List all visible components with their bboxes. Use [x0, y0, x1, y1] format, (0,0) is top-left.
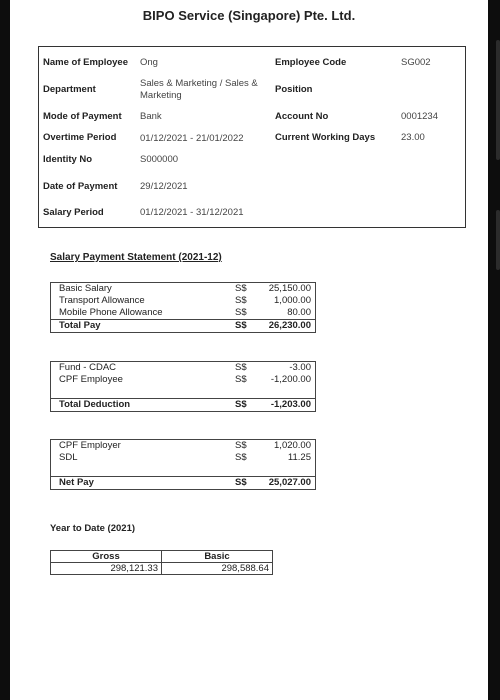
salary-period-value: 01/12/2021 - 31/12/2021 — [140, 207, 244, 218]
payment-mode-value: Bank — [140, 111, 162, 122]
deduction-row — [51, 374, 315, 386]
line-item-name: CPF Employer — [59, 440, 121, 451]
net-pay-amount: 25,027.00 — [268, 477, 311, 488]
ytd-value-row — [51, 563, 273, 575]
net-pay-box — [50, 439, 316, 490]
line-item-amount: 25,150.00 — [268, 283, 311, 294]
total-deduction-row — [51, 398, 315, 411]
total-deduction-label: Total Deduction — [59, 399, 131, 410]
statement-title: Salary Payment Statement (2021-12) — [50, 252, 222, 263]
net-pay-label: Net Pay — [59, 477, 94, 488]
spacer-row — [51, 386, 315, 398]
ytd-gross-value: 298,121.33 — [51, 563, 162, 575]
total-deduction-currency: S$ — [235, 399, 247, 410]
ytd-basic-header: Basic — [162, 551, 273, 563]
line-item-currency: S$ — [235, 362, 247, 373]
earnings-row — [51, 307, 315, 319]
payment-date-label: Date of Payment — [43, 181, 118, 192]
line-item-amount: 80.00 — [287, 307, 311, 318]
overtime-value: 01/12/2021 - 21/01/2022 — [140, 133, 244, 144]
line-item-name: CPF Employee — [59, 374, 123, 385]
ytd-header-row — [51, 551, 273, 563]
spacer-row — [51, 464, 315, 476]
line-item-amount: 1,020.00 — [274, 440, 311, 451]
company-title: BIPO Service (Singapore) Pte. Ltd. — [142, 8, 356, 23]
line-item-currency: S$ — [235, 452, 247, 463]
identity-label: Identity No — [43, 154, 93, 165]
department-label: Department — [43, 84, 96, 95]
employee-code-label: Employee Code — [275, 57, 347, 68]
total-pay-label: Total Pay — [59, 320, 101, 331]
account-value: 0001234 — [401, 111, 438, 122]
line-item-currency: S$ — [235, 374, 247, 385]
account-label: Account No — [275, 111, 329, 122]
earnings-box — [50, 282, 316, 333]
salary-period-label: Salary Period — [43, 207, 104, 218]
line-item-name: Fund - CDAC — [59, 362, 117, 373]
overtime-label: Overtime Period — [43, 132, 117, 143]
identity-value: S000000 — [140, 154, 179, 165]
line-item-amount: 1,000.00 — [274, 295, 311, 306]
position-label: Position — [275, 84, 313, 95]
line-item-currency: S$ — [235, 440, 247, 451]
payment-mode-label: Mode of Payment — [43, 111, 122, 122]
earnings-row — [51, 295, 315, 307]
employee-code-value: SG002 — [401, 57, 431, 68]
ytd-title: Year to Date (2021) — [50, 523, 136, 534]
payment-date-value: 29/12/2021 — [140, 181, 188, 192]
total-pay-row — [51, 319, 315, 332]
deductions-box — [50, 361, 316, 412]
working-days-value: 23.00 — [401, 132, 425, 143]
line-item-name: Mobile Phone Allowance — [59, 307, 163, 318]
line-item-currency: S$ — [235, 307, 247, 318]
ytd-basic-value: 298,588.64 — [162, 563, 273, 575]
employee-info-panel — [38, 46, 466, 228]
department-value: Sales & Marketing / Sales & Marketing — [140, 78, 258, 101]
line-item-currency: S$ — [235, 283, 247, 294]
total-pay-currency: S$ — [235, 320, 247, 331]
employer-row — [51, 452, 315, 464]
line-item-name: SDL — [59, 452, 78, 463]
working-days-label: Current Working Days — [275, 132, 376, 143]
line-item-name: Transport Allowance — [59, 295, 145, 306]
employer-row — [51, 440, 315, 452]
payslip-screen — [10, 0, 488, 700]
net-pay-row — [51, 476, 315, 489]
line-item-name: Basic Salary — [59, 283, 112, 294]
device-bezel-left — [0, 0, 10, 700]
earnings-row — [51, 283, 315, 295]
name-label: Name of Employee — [43, 57, 128, 68]
deduction-row — [51, 362, 315, 374]
total-pay-amount: 26,230.00 — [268, 320, 311, 331]
ytd-table — [50, 550, 273, 575]
ytd-gross-header: Gross — [51, 551, 162, 563]
line-item-currency: S$ — [235, 295, 247, 306]
name-value: Ong — [140, 57, 158, 68]
device-side-button — [496, 210, 500, 270]
line-item-amount: -1,200.00 — [270, 374, 311, 385]
total-deduction-amount: -1,203.00 — [270, 399, 311, 410]
net-pay-currency: S$ — [235, 477, 247, 488]
device-side-button — [496, 40, 500, 160]
line-item-amount: -3.00 — [289, 362, 311, 373]
line-item-amount: 11.25 — [287, 452, 311, 463]
